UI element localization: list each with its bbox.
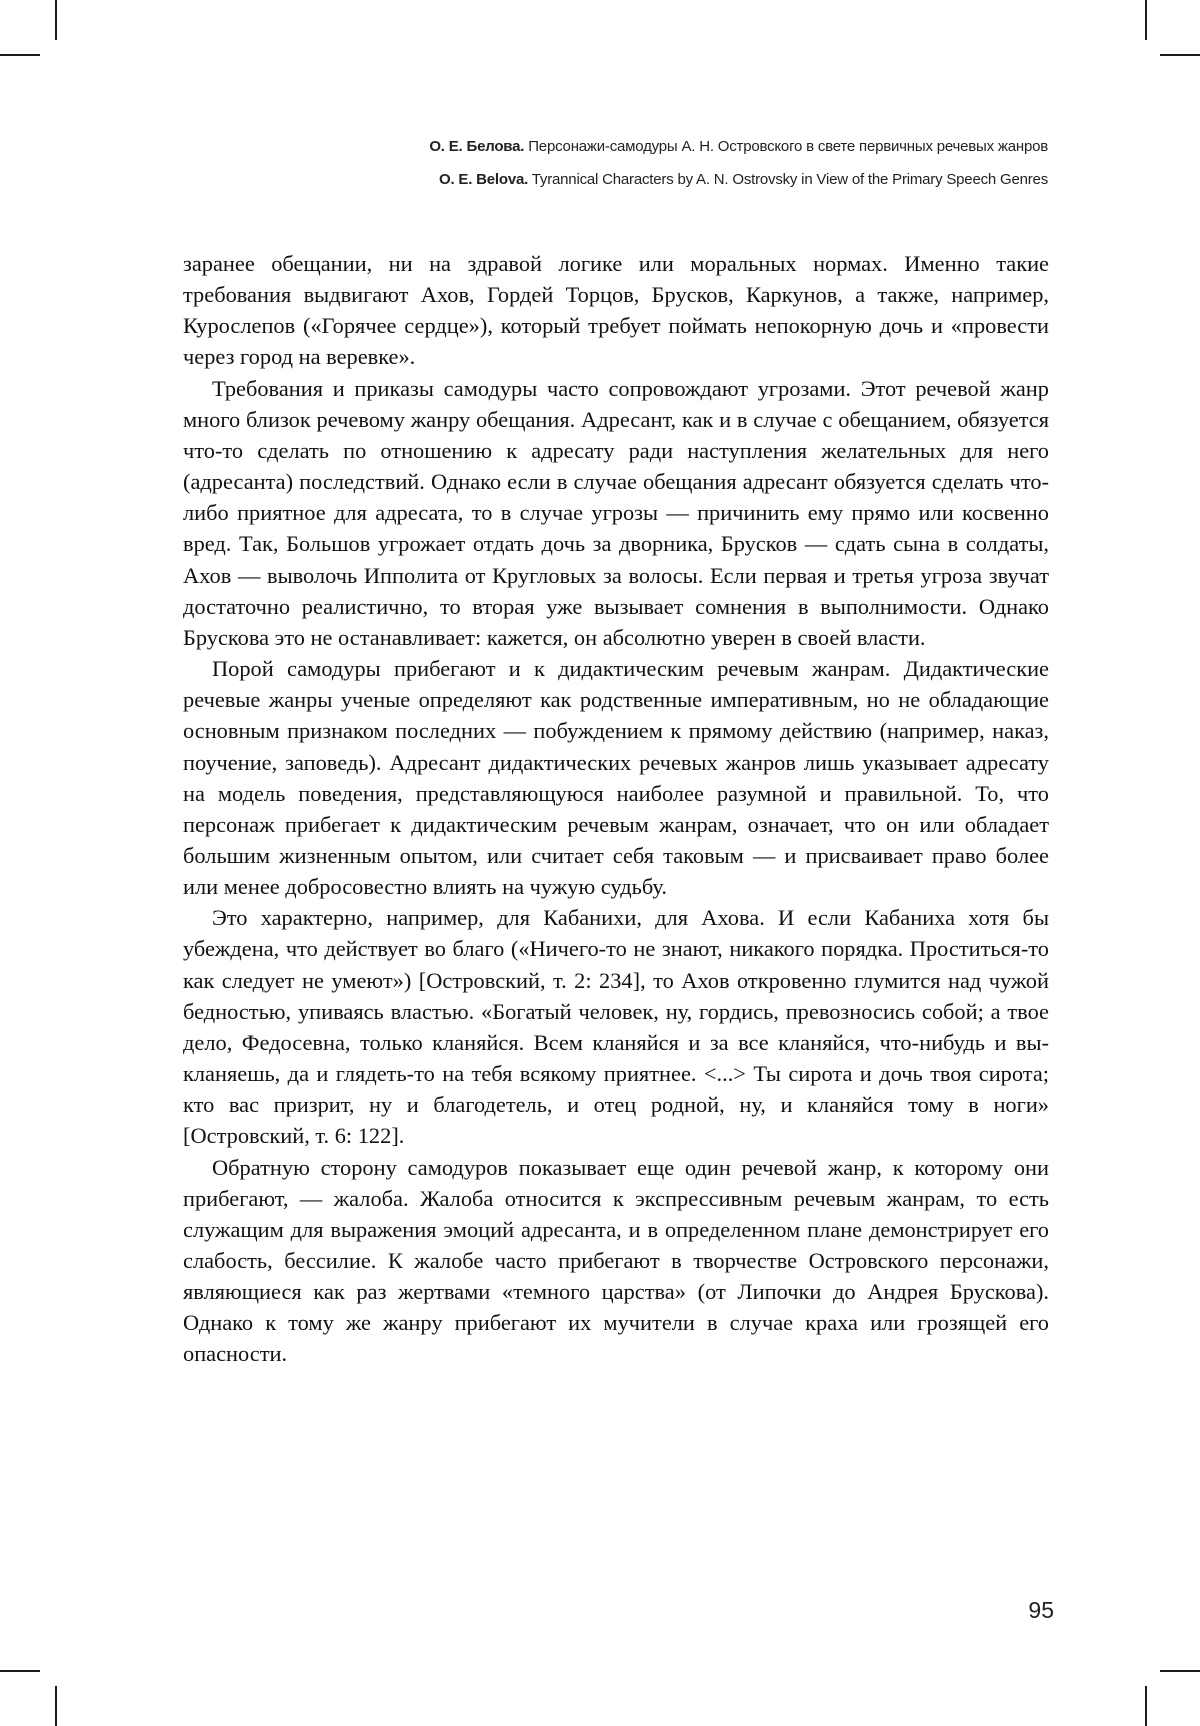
paragraph: заранее обещании, ни на здравой логике или моральных нормах. Именно такие требования выдвигают Ахов, Гордей Торцов, Брусков, Каркунов, а также, например, Курослепов («Горячее сердце»), который требует поймать непокорную дочь и «провести через город на веревке».	[183, 251, 1049, 370]
crop-mark-bottom-right-vertical	[1145, 1686, 1147, 1726]
crop-mark-bottom-left-vertical	[55, 1686, 57, 1726]
running-head-en-author: O. E. Belova.	[438, 171, 529, 188]
running-head-en-title: Tyrannical Characters by A. N. Ostrovsky in View of the Primary Speech Genres	[531, 171, 1048, 188]
crop-mark-bottom-left-horizontal	[0, 1670, 40, 1672]
paragraph: Порой самодуры прибегают и к дидактическим речевым жанрам. Дидактические речевые жанры ученые определяют как родственные императивным, но не обладающие основным признаком последних — побуждением к прямому действию (например, наказ, поучение, заповедь). Адресант дидактических речевых жанров лишь указывает адресату на модель поведения, представляющуюся наиболее разумной и правильной. То, что персонаж прибегает к дидактическим речевым жанрам, означает, что он или обладает большим жизненным опытом, или считает себя таковым — и присваивает право более или менее добросовестно влиять на чужую судьбу.	[183, 656, 1049, 900]
crop-mark-top-left-vertical	[55, 0, 57, 40]
page-number: 95	[1028, 1597, 1054, 1623]
paragraph: Это характерно, например, для Кабанихи, для Ахова. И если Кабаниха хотя бы убеждена, что действует во благо («Ничего-то не знают, никакого порядка. Проститься-то как следует не умеют») [Островский, т. 2: 234], то Ахов откровенно глумится над чужой бедностью, упиваясь властью. «Богатый человек, ну, гордись, превозносись собой; а твое дело, Федосевна, только кланяйся. Всем кланяйся и за все кланяйся, что-нибудь и выкланяешь, да и глядеть-то на тебя всякому приятнее. <...> Ты сирота и дочь твоя сирота; кто вас призрит, ну и благодетель, и отец родной, ну, и кланяйся тому в ноги» [Островский, т. 6: 122].	[183, 905, 1049, 1149]
running-head-ru-title: Персонажи-самодуры А. Н. Островского в свете первичных речевых жанров	[528, 138, 1048, 155]
running-head-ru-author: О. Е. Белова.	[429, 138, 525, 155]
body-text	[183, 248, 1049, 1370]
crop-mark-top-left-horizontal	[0, 54, 40, 56]
running-head-russian	[429, 138, 1048, 155]
crop-mark-top-right-vertical	[1145, 0, 1147, 40]
crop-mark-bottom-right-horizontal	[1160, 1670, 1200, 1672]
paragraph: Обратную сторону самодуров показывает еще один речевой жанр, к которому они прибегают, — жалоба. Жалоба относится к экспрессивным речевым жанрам, то есть служащим для выражения эмоций адресанта, и в определенном плане демонстрирует его слабость, бессилие. К жалобе часто прибегают в творчестве Островского персонажи, являющиеся как раз жертвами «темного царства» (от Липочки до Андрея Брускова). Однако к тому же жанру прибегают их мучители в случае краха или грозящей его опасности.	[183, 1154, 1049, 1367]
running-head-english	[439, 171, 1048, 188]
crop-mark-top-right-horizontal	[1160, 54, 1200, 56]
paragraph: Требования и приказы самодуры часто сопровождают угрозами. Этот речевой жанр много близок речевому жанру обещания. Адресант, как и в случае с обещанием, обязуется что-то сделать по отношению к адресату ради наступления желательных для него (адресанта) последствий. Однако если в случае обещания адресант обязуется сделать что-либо приятное для адресата, то в случае угрозы — причинить ему прямо или косвенно вред. Так, Большов угрожает отдать дочь за дворника, Брусков — сдать сына в солдаты, Ахов — выволочь Ипполита от Кругловых за волосы. Если первая и третья угроза звучат достаточно реалистично, то вторая уже вызывает сомнения в выполнимости. Однако Брускова это не останавливает: кажется, он абсолютно уверен в своей власти.	[183, 375, 1049, 650]
